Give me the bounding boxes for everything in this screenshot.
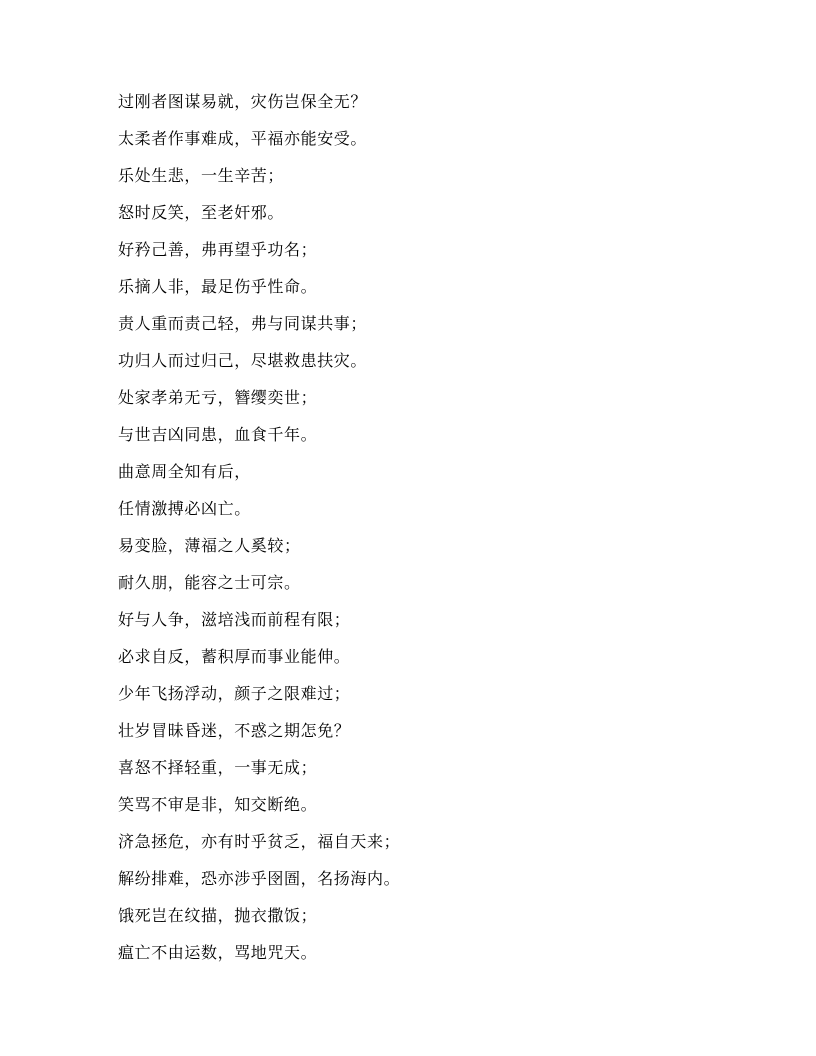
text-line: 笑骂不审是非，知交断绝。 (118, 795, 318, 814)
text-line: 壮岁冒昧昏迷，不惑之期怎免？ (118, 721, 351, 740)
text-line: 解纷排难，恐亦涉乎囹圄，名扬海内。 (118, 869, 401, 888)
page-body (118, 92, 720, 963)
text-line: 耐久朋，能容之士可宗。 (118, 573, 301, 592)
text-line: 乐摘人非，最足伤乎性命。 (118, 277, 318, 296)
text-line: 易变脸，薄福之人奚较； (118, 536, 301, 555)
text-line: 怒时反笑，至老奸邪。 (118, 203, 285, 222)
text-line: 与世吉凶同患，血食千年。 (118, 425, 318, 444)
text-line: 乐处生悲，一生辛苦； (118, 166, 285, 185)
text-line: 责人重而责己轻，弗与同谋共事； (118, 314, 368, 333)
text-line: 功归人而过归己，尽堪救患扶灾。 (118, 351, 368, 370)
text-line: 曲意周全知有后， (118, 462, 251, 481)
text-line: 少年飞扬浮动，颜子之限难过； (118, 684, 351, 703)
text-line: 瘟亡不由运数，骂地咒天。 (118, 943, 318, 962)
text-line: 过刚者图谋易就，灾伤岂保全无？ (118, 92, 368, 111)
text-line: 必求自反，蓄积厚而事业能伸。 (118, 647, 351, 666)
text-line: 好矜己善，弗再望乎功名； (118, 240, 318, 259)
text-line: 太柔者作事难成，平福亦能安受。 (118, 129, 368, 148)
text-line: 济急拯危，亦有时乎贫乏，福自天来； (118, 832, 401, 851)
text-line: 好与人争，滋培浅而前程有限； (118, 610, 351, 629)
text-line: 饿死岂在纹描，抛衣撒饭； (118, 906, 318, 925)
text-line: 喜怒不择轻重，一事无成； (118, 758, 318, 777)
text-line: 处家孝弟无亏，簪缨奕世； (118, 388, 318, 407)
text-line: 任情激搏必凶亡。 (118, 499, 251, 518)
